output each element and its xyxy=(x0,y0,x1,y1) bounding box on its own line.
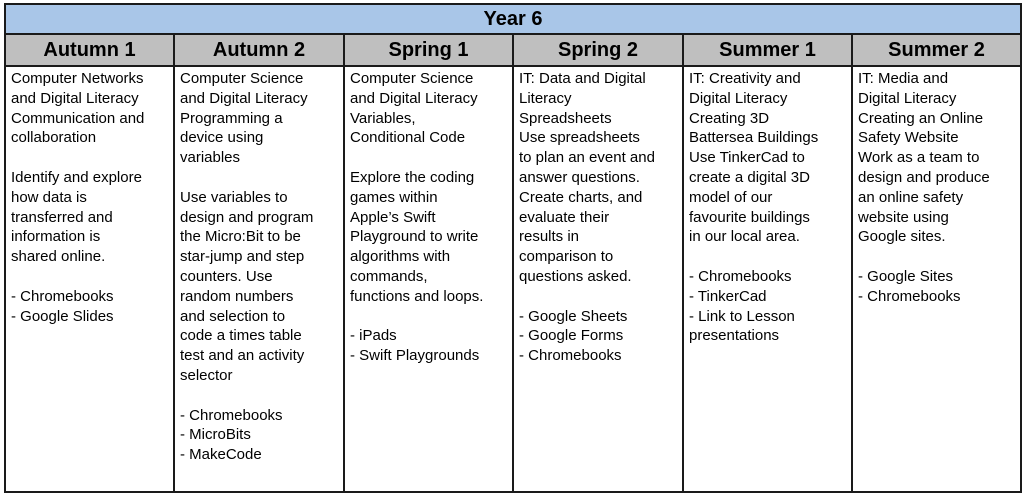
content-line: in our local area. xyxy=(689,228,800,246)
term-content-summer-2 xyxy=(852,66,1021,492)
content-line: Use TinkerCad to xyxy=(689,149,805,167)
content-line: Computer Science xyxy=(350,70,474,87)
content-line: Communication and xyxy=(11,109,145,127)
content-line: functions and loops. xyxy=(350,287,484,305)
blank-line xyxy=(689,247,847,267)
content-line: Use variables to xyxy=(180,188,288,206)
term-header-summer-2: Summer 2 xyxy=(852,34,1021,66)
content-line: and selection to xyxy=(180,307,286,325)
term-content-autumn-2 xyxy=(174,66,344,492)
resource-item: - MicroBits xyxy=(180,426,251,444)
term-content-spring-1 xyxy=(344,66,513,492)
content-line: Digital Literacy xyxy=(689,89,788,107)
resource-item: - Chromebooks xyxy=(11,287,114,305)
content-line: model of our xyxy=(689,188,773,206)
year-title: Year 6 xyxy=(5,4,1021,34)
term-header-autumn-2: Autumn 2 xyxy=(174,34,344,66)
content-line: questions asked. xyxy=(519,267,632,285)
content-line: design and produce xyxy=(858,168,990,186)
content-line: games within xyxy=(350,188,438,206)
blank-line xyxy=(180,386,339,406)
content-line: Computer Networks xyxy=(11,70,144,87)
content-line: the Micro:Bit to be xyxy=(180,228,301,246)
resource-item: - Chromebooks xyxy=(858,287,961,305)
content-line: an online safety xyxy=(858,188,964,206)
year-title-row xyxy=(5,4,1021,34)
content-line: evaluate their xyxy=(519,208,610,226)
content-line: Spreadsheets xyxy=(519,109,612,127)
content-line: create a digital 3D xyxy=(689,168,810,186)
content-line: algorithms with xyxy=(350,248,451,266)
content-line: results in xyxy=(519,228,580,246)
blank-line xyxy=(350,307,508,327)
term-content-summer-1 xyxy=(683,66,852,492)
resource-item: - Google Sites xyxy=(858,267,954,285)
content-line: Apple’s Swift xyxy=(350,208,436,226)
content-line: device using xyxy=(180,129,264,147)
content-line: star-jump and step xyxy=(180,248,305,266)
resource-item: - Google Sheets xyxy=(519,307,628,325)
resource-item: - Chromebooks xyxy=(519,347,622,365)
content-line: design and program xyxy=(180,208,314,226)
content-line: Work as a team to xyxy=(858,149,980,167)
content-line: to plan an event and xyxy=(519,149,655,167)
term-header-autumn-1: Autumn 1 xyxy=(5,34,174,66)
blank-line xyxy=(11,148,169,168)
content-line: collaboration xyxy=(11,129,97,147)
resource-item: - MakeCode xyxy=(180,446,262,464)
resource-item: - Link to Lesson xyxy=(689,307,795,325)
content-line: random numbers xyxy=(180,287,294,305)
content-line: and Digital Literacy xyxy=(11,89,139,107)
content-line: Programming a xyxy=(180,109,283,127)
curriculum-table xyxy=(4,3,1022,493)
content-line: selector xyxy=(180,366,233,384)
content-line: transferred and xyxy=(11,208,113,226)
term-header-spring-2: Spring 2 xyxy=(513,34,683,66)
resource-item: - Google Forms xyxy=(519,327,624,345)
term-header-row xyxy=(5,34,1021,66)
curriculum-overview xyxy=(4,3,1020,493)
content-line: presentations xyxy=(689,327,780,345)
content-line: Playground to write xyxy=(350,228,479,246)
content-line: Digital Literacy xyxy=(858,89,957,107)
content-line: Creating an Online xyxy=(858,109,984,127)
content-line: IT: Data and Digital xyxy=(519,70,646,87)
resource-item: - Google Slides xyxy=(11,307,114,325)
blank-line xyxy=(350,148,508,168)
term-content-spring-2 xyxy=(513,66,683,492)
content-line: how data is xyxy=(11,188,87,206)
content-line: Google sites. xyxy=(858,228,946,246)
term-header-summer-1: Summer 1 xyxy=(683,34,852,66)
blank-line xyxy=(180,168,339,188)
content-line: code a times table xyxy=(180,327,302,345)
blank-line xyxy=(11,267,169,287)
content-line: Use spreadsheets xyxy=(519,129,640,147)
resource-item: - Chromebooks xyxy=(689,267,792,285)
content-line: Explore the coding xyxy=(350,168,475,186)
content-line: Battersea Buildings xyxy=(689,129,819,147)
resource-item: - iPads xyxy=(350,327,397,345)
content-line: information is xyxy=(11,228,101,246)
content-line: variables xyxy=(180,149,241,167)
resource-item: - Swift Playgrounds xyxy=(350,347,480,365)
content-line: website using xyxy=(858,208,949,226)
content-line: comparison to xyxy=(519,248,614,266)
content-line: Literacy xyxy=(519,89,572,107)
content-line: favourite buildings xyxy=(689,208,810,226)
content-line: Variables, xyxy=(350,109,416,127)
content-line: IT: Creativity and xyxy=(689,70,801,87)
content-line: and Digital Literacy xyxy=(180,89,308,107)
content-line: answer questions. xyxy=(519,168,640,186)
term-content-autumn-1 xyxy=(5,66,174,492)
resource-item: - Chromebooks xyxy=(180,406,283,424)
content-line: Computer Science xyxy=(180,70,304,87)
content-line: Safety Website xyxy=(858,129,959,147)
content-line: shared online. xyxy=(11,248,106,266)
blank-line xyxy=(858,247,1016,267)
resource-item: - TinkerCad xyxy=(689,287,767,305)
content-line: Conditional Code xyxy=(350,129,466,147)
content-line: Create charts, and xyxy=(519,188,643,206)
content-line: commands, xyxy=(350,267,428,285)
term-header-spring-1: Spring 1 xyxy=(344,34,513,66)
content-line: IT: Media and xyxy=(858,70,949,87)
content-line: Creating 3D xyxy=(689,109,770,127)
blank-line xyxy=(519,287,678,307)
content-line: and Digital Literacy xyxy=(350,89,478,107)
content-line: test and an activity xyxy=(180,347,305,365)
content-line: Identify and explore xyxy=(11,168,142,186)
term-content-row xyxy=(5,66,1021,492)
content-line: counters. Use xyxy=(180,267,273,285)
